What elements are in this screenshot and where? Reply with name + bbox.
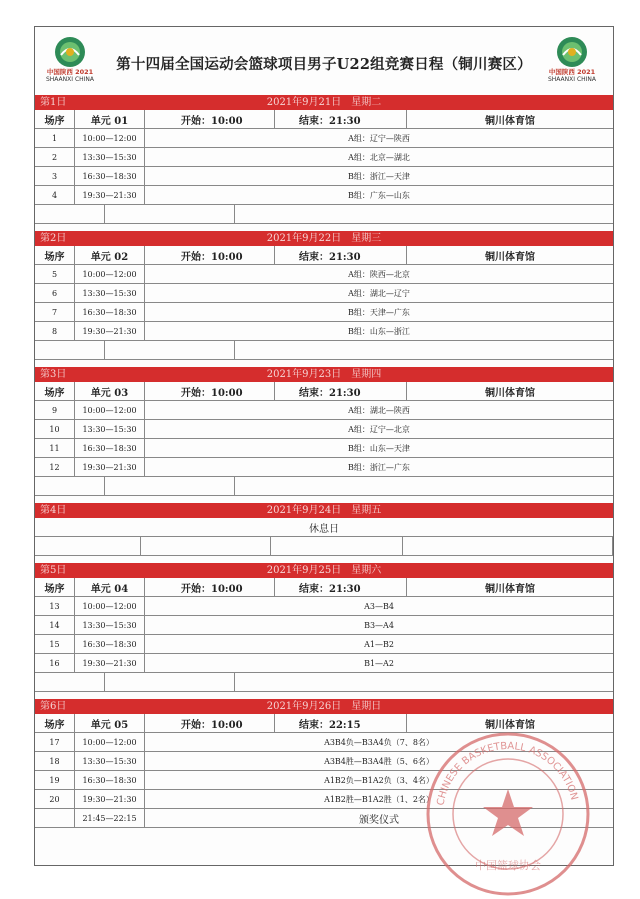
game-seq: 12 (35, 458, 75, 476)
logo-right-line2: SHAANXI CHINA (547, 76, 597, 83)
game-match: A1B2负—B1A2负（3、4名） (324, 775, 434, 785)
game-seq: 2 (35, 148, 75, 166)
game-seq: 7 (35, 303, 75, 321)
game-time: 13:30—15:30 (75, 752, 145, 770)
seal-text: CHINESE BASKETBALL ASSOCIATION (435, 740, 580, 807)
game-seq: 20 (35, 790, 75, 808)
day-block (35, 503, 613, 563)
game-row (35, 186, 613, 205)
session-unit: 单元 05 (75, 714, 145, 732)
game-match: B组：浙江—广东 (348, 462, 410, 472)
game-seq (35, 809, 75, 827)
game-match: B3—A4 (364, 620, 394, 630)
page-header (35, 27, 613, 93)
game-seq: 15 (35, 635, 75, 653)
game-row (35, 635, 613, 654)
game-seq: 11 (35, 439, 75, 457)
session-header-row (35, 714, 613, 733)
game-time: 16:30—18:30 (75, 771, 145, 789)
game-time: 13:30—15:30 (75, 284, 145, 302)
seal-cn-text: 中国篮球协会 (475, 859, 541, 872)
day-label: 第4日 (40, 505, 67, 516)
day-block (35, 367, 613, 503)
game-match: A组：辽宁—陕西 (348, 133, 410, 143)
column-seq: 场序 (35, 110, 75, 128)
game-time: 13:30—15:30 (75, 420, 145, 438)
empty-row (35, 673, 613, 692)
day-date: 2021年9月23日 星期四 (266, 369, 382, 380)
day-band (35, 699, 613, 714)
game-time: 13:30—15:30 (75, 616, 145, 634)
game-row (35, 790, 613, 809)
game-row (35, 439, 613, 458)
day-label: 第6日 (40, 701, 67, 712)
game-match: B组：山东—天津 (348, 443, 410, 453)
session-start: 开始：10:00 (145, 246, 275, 264)
game-row (35, 771, 613, 790)
session-venue: 铜川体育馆 (485, 387, 535, 399)
game-seq: 14 (35, 616, 75, 634)
game-time: 16:30—18:30 (75, 167, 145, 185)
session-unit: 单元 01 (75, 110, 145, 128)
game-time: 19:30—21:30 (75, 458, 145, 476)
game-time: 19:30—21:30 (75, 790, 145, 808)
day-label: 第3日 (40, 369, 67, 380)
column-seq: 场序 (35, 714, 75, 732)
session-unit: 单元 02 (75, 246, 145, 264)
game-row (35, 265, 613, 284)
game-row (35, 597, 613, 616)
day-band (35, 563, 613, 578)
session-header-row (35, 110, 613, 129)
game-seq: 6 (35, 284, 75, 302)
column-seq: 场序 (35, 382, 75, 400)
logo-right-line1: 中国陕西 2021 (548, 68, 596, 76)
logo-left-line1: 中国陕西 2021 (46, 68, 94, 76)
column-seq: 场序 (35, 578, 75, 596)
empty-row (35, 205, 613, 224)
session-start: 开始：10:00 (145, 110, 275, 128)
game-seq: 8 (35, 322, 75, 340)
day-date: 2021年9月26日 星期日 (266, 701, 382, 712)
game-time: 13:30—15:30 (75, 148, 145, 166)
game-time: 19:30—21:30 (75, 186, 145, 204)
game-row (35, 654, 613, 673)
game-time: 10:00—12:00 (75, 129, 145, 147)
game-seq: 4 (35, 186, 75, 204)
game-match: A组：辽宁—北京 (348, 424, 410, 434)
game-row (35, 458, 613, 477)
games-logo-right (541, 35, 603, 83)
column-seq: 场序 (35, 246, 75, 264)
game-seq: 9 (35, 401, 75, 419)
session-start: 开始：10:00 (145, 578, 275, 596)
day-block (35, 231, 613, 367)
game-match: A组：北京—湖北 (348, 152, 410, 162)
game-seq: 18 (35, 752, 75, 770)
game-row (35, 129, 613, 148)
game-seq: 1 (35, 129, 75, 147)
game-time: 19:30—21:30 (75, 654, 145, 672)
session-venue: 铜川体育馆 (485, 583, 535, 595)
session-start: 开始：10:00 (145, 382, 275, 400)
session-end: 结束：22:15 (275, 714, 407, 732)
schedule-sheet (34, 26, 614, 872)
session-start: 开始：10:00 (145, 714, 275, 732)
session-venue: 铜川体育馆 (485, 719, 535, 731)
game-row (35, 420, 613, 439)
game-time: 16:30—18:30 (75, 439, 145, 457)
game-row (35, 148, 613, 167)
day-date: 2021年9月25日 星期六 (266, 565, 382, 576)
game-row (35, 284, 613, 303)
session-header-row (35, 246, 613, 265)
session-venue: 铜川体育馆 (485, 115, 535, 127)
schedule-tables (35, 95, 613, 835)
page-title: 第十四届全国运动会篮球项目男子U22组竞赛日程（铜川赛区） (116, 56, 532, 73)
game-match: 颁奖仪式 (359, 814, 399, 826)
empty-row (35, 341, 613, 360)
day-block (35, 95, 613, 231)
session-unit: 单元 03 (75, 382, 145, 400)
game-match: B组：山东—浙江 (348, 326, 410, 336)
game-match: A组：陕西—北京 (348, 269, 410, 279)
game-seq: 5 (35, 265, 75, 283)
game-row (35, 303, 613, 322)
game-match: A组：湖北—辽宁 (348, 288, 410, 298)
game-seq: 3 (35, 167, 75, 185)
day-label: 第5日 (40, 565, 67, 576)
day-band (35, 95, 613, 110)
day-label: 第1日 (40, 97, 67, 108)
game-seq: 17 (35, 733, 75, 751)
games-logo-left (39, 35, 101, 83)
session-header-row (35, 578, 613, 597)
day-date: 2021年9月22日 星期三 (266, 233, 382, 244)
empty-row (35, 477, 613, 496)
day-band (35, 231, 613, 246)
game-match: B组：广东—山东 (348, 190, 410, 200)
game-match: A3B4胜—B3A4胜（5、6名） (324, 756, 434, 766)
game-match: A1—B2 (364, 639, 394, 649)
game-row (35, 167, 613, 186)
game-seq: 19 (35, 771, 75, 789)
game-match: B1—A2 (364, 658, 394, 668)
empty-row (35, 537, 613, 556)
game-time: 10:00—12:00 (75, 265, 145, 283)
game-time: 16:30—18:30 (75, 303, 145, 321)
game-seq: 10 (35, 420, 75, 438)
game-match: A1B2胜—B1A2胜（1、2名） (324, 794, 434, 804)
session-unit: 单元 04 (75, 578, 145, 596)
game-row (35, 401, 613, 420)
session-end: 结束：21:30 (275, 578, 407, 596)
game-match: A3B4负—B3A4负（7、8名） (324, 737, 434, 747)
day-block (35, 699, 613, 835)
day-label: 第2日 (40, 233, 67, 244)
session-end: 结束：21:30 (275, 110, 407, 128)
session-venue: 铜川体育馆 (485, 251, 535, 263)
game-time: 16:30—18:30 (75, 635, 145, 653)
game-row (35, 733, 613, 752)
session-end: 结束：21:30 (275, 246, 407, 264)
games-emblem-icon (555, 35, 589, 69)
day-band (35, 503, 613, 518)
game-match: B组：天津—广东 (348, 307, 410, 317)
session-end: 结束：21:30 (275, 382, 407, 400)
game-seq: 16 (35, 654, 75, 672)
game-match: B组：浙江—天津 (348, 171, 410, 181)
rest-day-label: 休息日 (35, 518, 613, 537)
game-row (35, 616, 613, 635)
game-seq: 13 (35, 597, 75, 615)
logo-left-line2: SHAANXI CHINA (45, 76, 95, 83)
game-row (35, 322, 613, 341)
day-block (35, 563, 613, 699)
day-date: 2021年9月21日 星期二 (266, 97, 382, 108)
game-match: A组：湖北—陕西 (348, 405, 410, 415)
game-row (35, 752, 613, 771)
game-row (35, 809, 613, 828)
game-time: 10:00—12:00 (75, 597, 145, 615)
games-emblem-icon (53, 35, 87, 69)
game-match: A3—B4 (364, 601, 394, 611)
session-header-row (35, 382, 613, 401)
day-band (35, 367, 613, 382)
game-time: 19:30—21:30 (75, 322, 145, 340)
game-time: 10:00—12:00 (75, 401, 145, 419)
game-time: 10:00—12:00 (75, 733, 145, 751)
game-time: 21:45—22:15 (75, 809, 145, 827)
day-date: 2021年9月24日 星期五 (266, 505, 382, 516)
